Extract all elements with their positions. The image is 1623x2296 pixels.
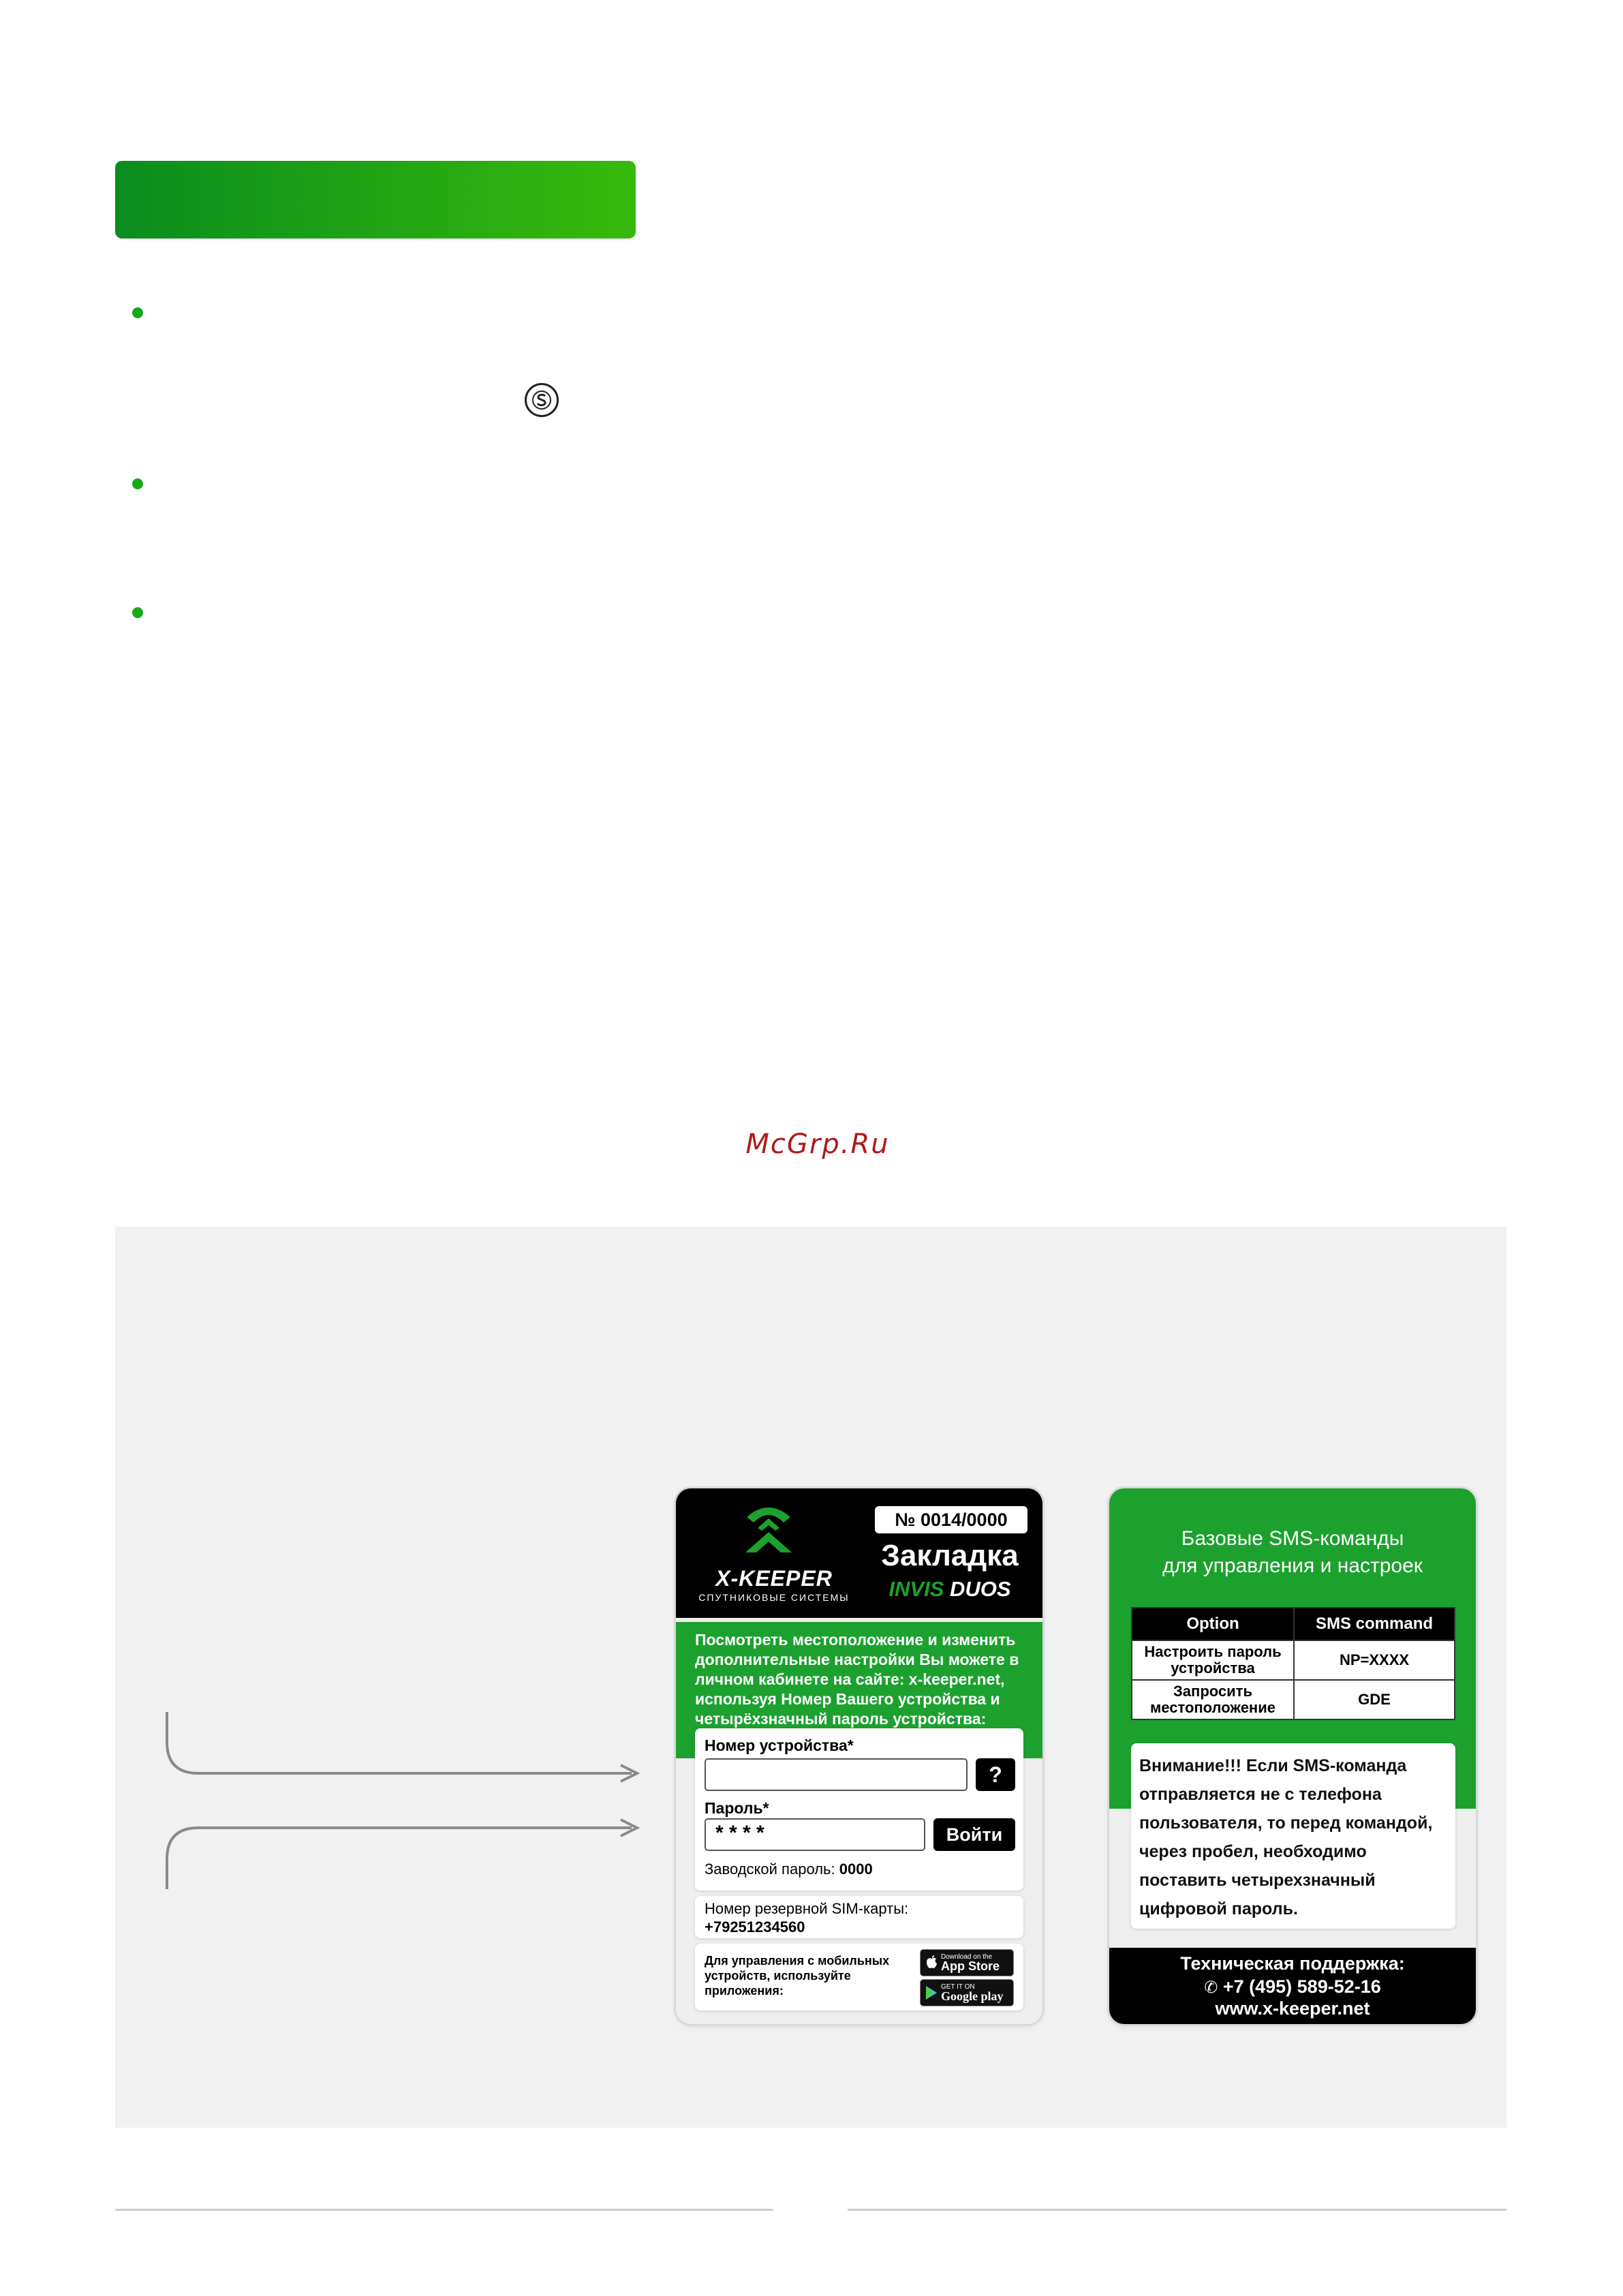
- footer-line-right: [848, 2209, 1506, 2211]
- section-header-bar: [115, 161, 636, 239]
- warning-line: цифровой пароль.: [1139, 1899, 1298, 1918]
- apps-line: Для управления с мобильных: [705, 1954, 890, 1968]
- warning-text: [1139, 1751, 1432, 1923]
- apps-line: устройств, используйте: [705, 1969, 851, 1983]
- warning-line: пользователя, то перед командой,: [1139, 1813, 1433, 1833]
- device-number-input[interactable]: [705, 1758, 968, 1791]
- info-line: Посмотреть местоположение и изменить: [695, 1631, 1016, 1649]
- login-form-box: [695, 1728, 1023, 1891]
- model-name: [868, 1577, 1032, 1602]
- sms-title-line: Базовые SMS-команды: [1181, 1527, 1404, 1550]
- card-title: Закладка: [881, 1539, 1019, 1572]
- warning-line: поставить четырехзначный: [1139, 1871, 1376, 1890]
- support-site: www.x-keeper.net: [1215, 1998, 1370, 2019]
- table-header: Option: [1132, 1608, 1294, 1640]
- table-row: [1132, 1680, 1455, 1719]
- support-phone: +7 (495) 589-52-16: [1222, 1976, 1381, 1997]
- factory-password: [705, 1861, 873, 1878]
- apple-icon: [925, 1955, 938, 1970]
- model-name-b: DUOS: [950, 1577, 1011, 1601]
- password-input[interactable]: * * * *: [705, 1818, 925, 1851]
- sms-title-line: для управления и настроек: [1162, 1555, 1423, 1577]
- bullet-dot: [132, 607, 143, 618]
- cell-line: Настроить пароль: [1144, 1643, 1282, 1660]
- info-line: четырёхзначный пароль устройства:: [695, 1710, 987, 1728]
- apps-text: [705, 1953, 889, 1998]
- table-header-row: [1132, 1608, 1455, 1640]
- sim-label: Номер резервной SIM-карты:: [705, 1900, 909, 1917]
- bullet-dot: [132, 478, 143, 489]
- cell-line: местоположение: [1150, 1699, 1276, 1716]
- google-play-icon: [925, 1985, 938, 2000]
- cell-line: Запросить: [1173, 1683, 1252, 1700]
- help-button[interactable]: ?: [976, 1758, 1015, 1791]
- login-button[interactable]: Войти: [933, 1818, 1015, 1851]
- sms-commands-table: [1131, 1607, 1455, 1720]
- x-keeper-logo-icon: [741, 1502, 796, 1554]
- warning-line: отправляется не с телефона: [1139, 1785, 1382, 1804]
- brand-subtitle: СПУТНИКОВЫЕ СИСТЕМЫ: [698, 1592, 850, 1603]
- info-line: используя Номер Вашего устройства и: [695, 1690, 1000, 1708]
- table-cell-command: NP=XXXX: [1294, 1640, 1455, 1680]
- google-play-small-text: GET IT ON: [941, 1983, 975, 1991]
- warning-box: [1131, 1743, 1455, 1929]
- sms-card-title: [1109, 1525, 1476, 1580]
- factory-password-label: Заводской пароль:: [705, 1861, 835, 1878]
- footer-line-left: [115, 2209, 773, 2211]
- card-info-text: [695, 1630, 1033, 1729]
- table-cell-command: GDE: [1294, 1680, 1455, 1719]
- table-header: SMS command: [1294, 1608, 1455, 1640]
- google-play-text: Google play: [941, 1989, 1004, 2003]
- table-cell-option: [1132, 1640, 1294, 1680]
- support-phone-row: [1109, 1976, 1476, 1997]
- brand-name: X-KEEPER: [715, 1566, 833, 1591]
- device-number-label: Номер устройства*: [705, 1736, 854, 1754]
- watermark-text: McGrp.Ru: [745, 1129, 890, 1160]
- s-circle-icon: [525, 383, 559, 417]
- sim-number: +79251234560: [705, 1918, 805, 1935]
- s-glyph-icon: [530, 388, 553, 412]
- apps-line: приложения:: [705, 1984, 784, 1997]
- device-card: [676, 1488, 1042, 2024]
- password-label: Пароль*: [705, 1799, 769, 1817]
- sms-commands-card: [1109, 1488, 1476, 2024]
- device-number-badge: № 0014/0000: [875, 1506, 1027, 1533]
- app-store-text: App Store: [941, 1959, 1000, 1973]
- apps-box: [695, 1944, 1023, 2010]
- model-name-a: INVIS: [888, 1577, 944, 1601]
- bullet-dot: [132, 307, 143, 318]
- info-line: личном кабинете на сайте: x-keeper.net,: [695, 1670, 1005, 1688]
- warning-line: через пробел, необходимо: [1139, 1842, 1367, 1861]
- app-store-small-text: Download on the: [941, 1953, 993, 1961]
- cell-line: устройства: [1171, 1659, 1255, 1677]
- sim-box: [695, 1896, 1023, 1938]
- warning-line: Внимание!!! Если SMS-команда: [1139, 1756, 1407, 1775]
- info-line: дополнительные настройки Вы можете в: [695, 1651, 1019, 1668]
- factory-password-value: 0000: [839, 1861, 873, 1878]
- table-row: [1132, 1640, 1455, 1680]
- support-title: Техническая поддержка:: [1180, 1953, 1405, 1974]
- phone-icon: ✆: [1204, 1978, 1218, 1997]
- table-cell-option: [1132, 1680, 1294, 1719]
